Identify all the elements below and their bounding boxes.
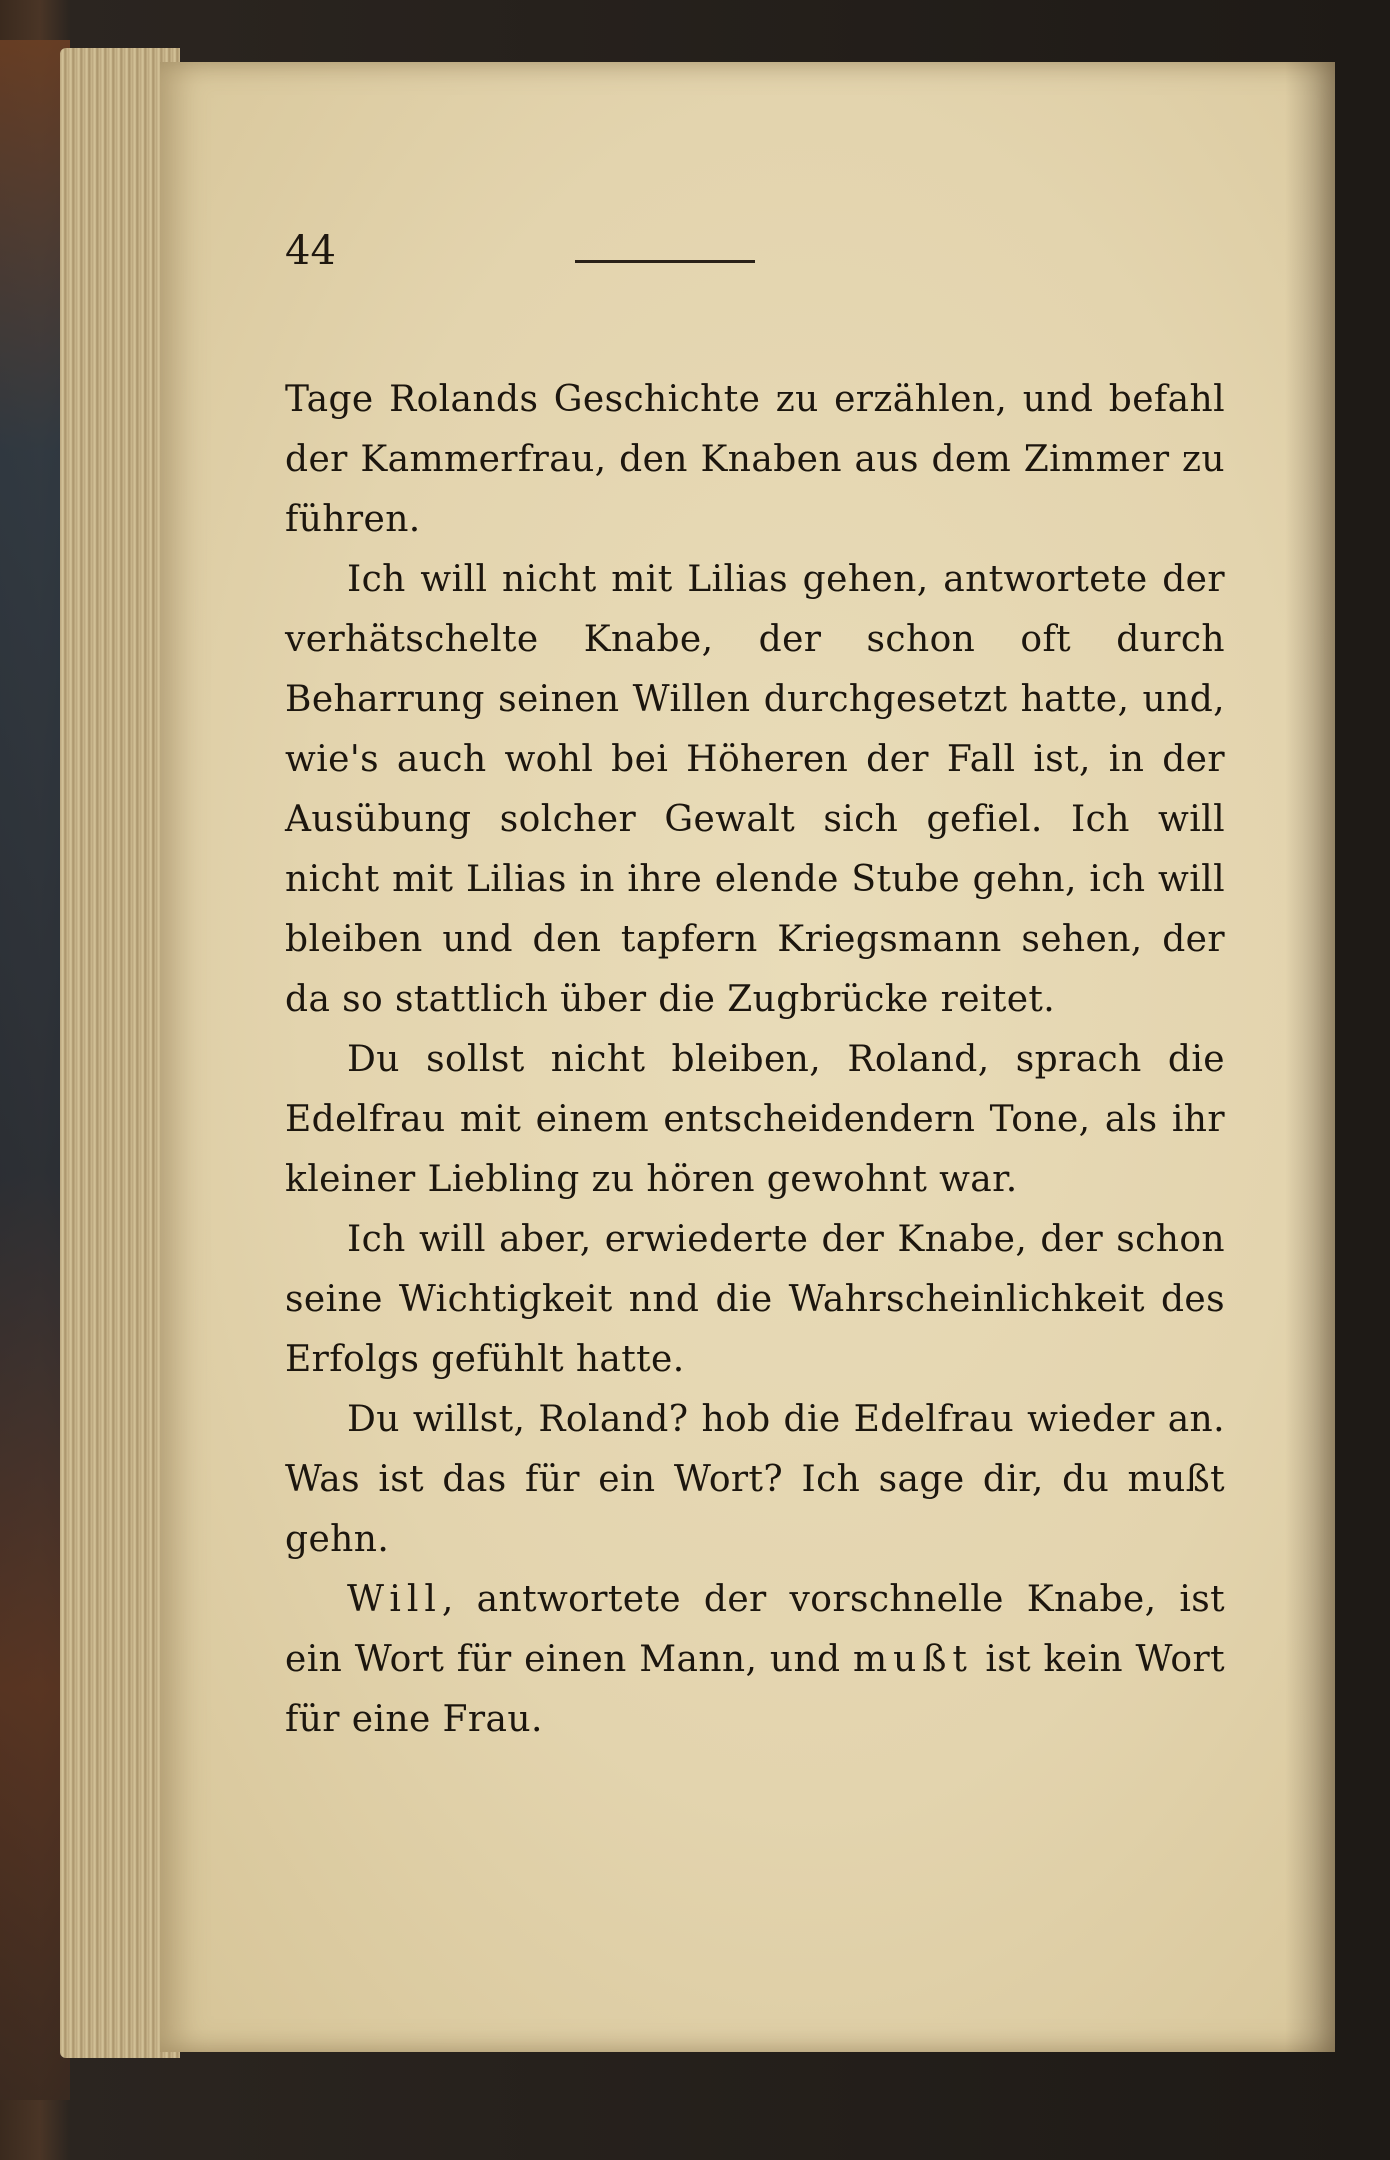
page-header [285,228,965,288]
page-number: 44 [285,228,336,274]
paragraph: Du sollst nicht bleiben, Roland, sprach die Edelfrau mit einem entscheidendern Tone, als ihr kleiner Liebling zu hören gewohnt war. [285,1039,1225,1200]
body-text [285,370,1225,1790]
header-rule [575,260,755,263]
paragraph: Ich will aber, erwiederte der Knabe, der schon seine Wichtigkeit nnd die Wahrscheinlichkeit des Erfolgs gefühlt hatte. [285,1219,1225,1380]
paragraph: Ich will nicht mit Lilias gehen, antwortete der verhätschelte Knabe, der schon oft durch Beharrung seinen Willen durchgesetzt hatte, und, wie's auch wohl bei Höheren der Fall ist, in der Ausübung solcher Gewalt sich gefiel. Ich will nicht mit Lilias in ihre elende Stube gehn, ich will bleiben und den tapfern Kriegsmann sehen, der da so stattlich über die Zugbrücke reitet. [285,559,1225,1020]
spaced-word: mußt [853,1639,973,1680]
paragraph-text: ist kein Wort für eine Frau. [285,1639,1225,1740]
page-gutter-shadow [1285,62,1335,2052]
paragraph: Du willst, Roland? hob die Edelfrau wieder an. Was ist das für ein Wort? Ich sage dir, du mußt gehn. [285,1399,1225,1560]
spaced-word: Will [347,1579,442,1620]
paragraph: Tage Rolands Geschichte zu erzählen, und befahl der Kammerfrau, den Knaben aus dem Zimmer zu führen. [285,379,1225,540]
paragraph-text: , antwortete der vorschnelle Knabe, ist ein Wort für einen Mann, und [285,1579,1225,1680]
paragraph [285,1570,1225,1750]
